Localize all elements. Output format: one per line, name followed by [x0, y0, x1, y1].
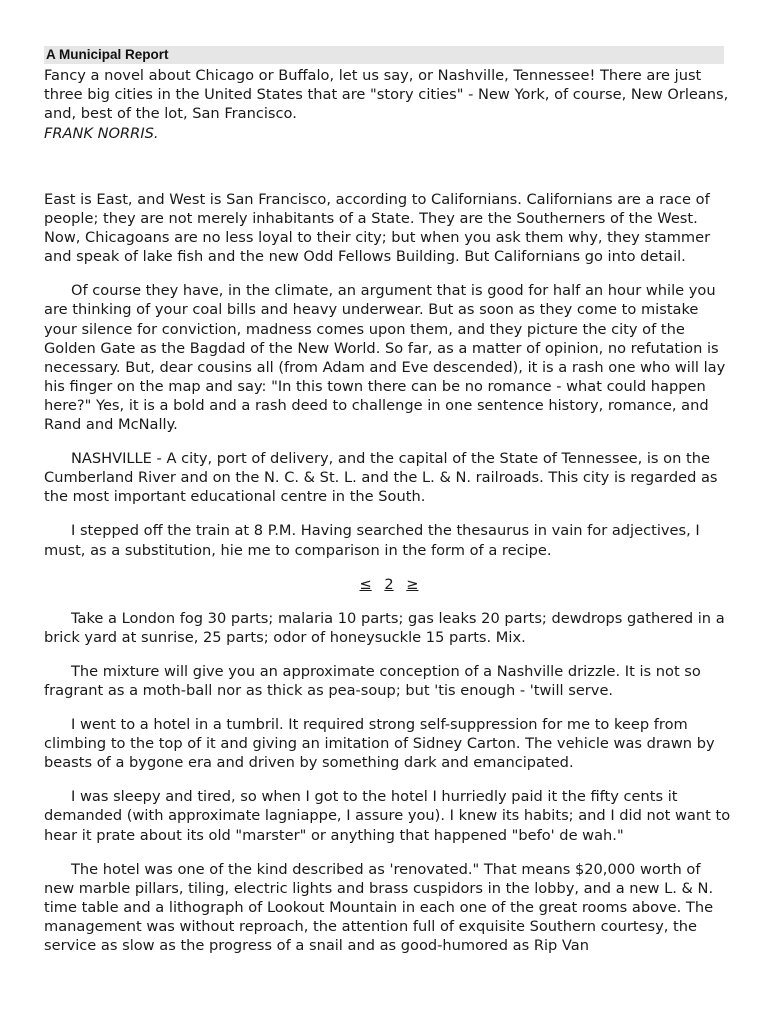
story-body: [44, 190, 734, 970]
epigraph-quote: Fancy a novel about Chicago or Buffalo, let us say, or Nashville, Tennessee! There are just three big cities in the United States that are "story cities" - New York, of course, New Orleans, and, best of the lot, San Francisco.: [44, 67, 729, 123]
paragraph: East is East, and West is San Francisco, according to Californians. Californians are a race of people; they are not merely inhabitants of a State. They are the Southerners of the West. Now, Chicagoans are no less loyal to their city; but when you ask them why, they stammer and speak of lake fish and the new Odd Fellows Building. But Californians go into detail.: [44, 191, 711, 266]
prev-page-link[interactable]: ≤: [359, 575, 372, 593]
story-title: A Municipal Report: [46, 47, 169, 62]
page-navigation: [44, 575, 734, 594]
paragraph: I stepped off the train at 8 P.M. Having searched the thesaurus in vain for adjectives, I must, as a substitution, hie me to comparison in the form of a recipe.: [44, 522, 700, 559]
paragraph: NASHVILLE - A city, port of delivery, and the capital of the State of Tennessee, is on the Cumberland River and on the N. C. & St. L. and the L. & N. railroads. This city is regarded as the most important educational centre in the South.: [44, 450, 718, 506]
paragraph: I went to a hotel in a tumbril. It required strong self-suppression for me to keep from climbing to the top of it and giving an imitation of Sidney Carton. The vehicle was drawn by beasts of a bygone era and driven by something dark and emancipated.: [44, 716, 715, 772]
paragraph: The mixture will give you an approximate conception of a Nashville drizzle. It is not so fragrant as a moth-ball nor as thick as pea-soup; but 'tis enough - 'twill serve.: [44, 662, 701, 699]
paragraph: Take a London fog 30 parts; malaria 10 parts; gas leaks 20 parts; dewdrops gathered in a brick yard at sunrise, 25 parts; odor of honeysuckle 15 parts. Mix.: [44, 609, 725, 646]
title-bar: [44, 46, 724, 64]
next-page-link[interactable]: ≥: [406, 575, 419, 593]
paragraph: I was sleepy and tired, so when I got to the hotel I hurriedly paid it the fifty cents it demanded (with approximate lagniappe, I assure you). I knew its habits; and I did not want to hear it prate about its old "marster" or anything that happened "befo' de wah.": [44, 788, 731, 844]
epigraph-author: FRANK NORRIS.: [44, 124, 159, 142]
paragraph: The hotel was one of the kind described as 'renovated." That means $20,000 worth of new marble pillars, tiling, electric lights and brass cuspidors in the lobby, and a new L. & N. time table and a lithograph of Lookout Mountain in each one of the great rooms above. The management was without reproach, the attention full of exquisite Southern courtesy, the service as slow as the progress of a snail and as good-humored as Rip Van: [44, 860, 714, 954]
epigraph: [44, 66, 734, 143]
paragraph: Of course they have, in the climate, an argument that is good for half an hour while you are thinking of your coal bills and heavy underwear. But as soon as they come to mistake your silence for conviction, madness comes upon them, and they picture the city of the Golden Gate as the Bagdad of the New World. So far, as a matter of opinion, no refutation is necessary. But, dear cousins all (from Adam and Eve descended), it is a rash one who will lay his finger on the map and say: "In this town there can be no romance - what could happen here?" Yes, it is a bold and a rash deed to challenge in one sentence history, romance, and Rand and McNally.: [44, 282, 726, 434]
page-number-link[interactable]: 2: [384, 575, 394, 593]
